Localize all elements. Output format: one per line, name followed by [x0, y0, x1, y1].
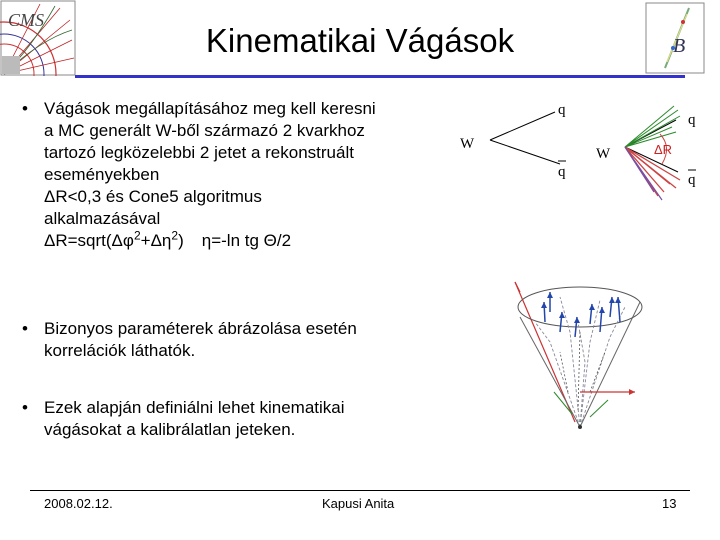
cms-logo-text: CMS: [8, 10, 44, 30]
right-q-label: q: [688, 112, 696, 128]
bullet-3-line-1: Ezek alapján definiálni lehet kinematikai: [44, 398, 345, 417]
bullet-2-line-2: korrelációk láthatók.: [44, 341, 196, 360]
title-underline: [75, 75, 685, 78]
bullet-1: [22, 98, 452, 252]
jet-cone-3d: [515, 282, 642, 429]
bullet-1-extra-line-1: ΔR<0,3 és Cone5 algoritmus: [44, 187, 262, 206]
footer-date: 2008.02.12.: [44, 496, 113, 511]
left-w-label: W: [460, 136, 475, 152]
bullet-1-line-3: tartozó legközelebbi 2 jetet a rekonstruált: [44, 143, 354, 162]
w-decay-diagram: [460, 102, 566, 180]
left-qbar-label: q: [558, 164, 566, 180]
delta-r-formula: $\Delta R=sqrt(\Delta\varphi^2+\Delta\eta^2)$ η=-ln tg Θ/2: [44, 228, 292, 250]
left-q-label: q: [558, 102, 566, 118]
bullet-2: [22, 318, 462, 362]
bullet-dot: •: [22, 319, 28, 338]
slide-title: Kinematikai Vágások: [205, 22, 515, 59]
eta-formula: η=-ln tg Θ/2: [201, 231, 292, 250]
bullet-1-extra-line-2: alkalmazásával: [44, 209, 161, 228]
bullet-2-line-1: Bizonyos paraméterek ábrázolása esetén: [44, 319, 357, 338]
bullet-1-line-4: eseményekben: [44, 165, 160, 184]
experiment-logo-text: B: [673, 35, 686, 57]
jet-cone-diagram: [596, 106, 696, 200]
footer-rule: [30, 490, 690, 491]
footer-author: Kapusi Anita: [322, 496, 395, 511]
footer-page-number: 13: [662, 496, 677, 511]
delta-r-label: ΔR: [654, 142, 673, 157]
bullet-1-line-2: a MC generált W-ből származó 2 kvarkhoz: [44, 121, 365, 140]
decay-diagrams: [450, 92, 710, 432]
bullet-1-line-1: Vágások megállapításához meg kell keresni: [44, 99, 376, 118]
bullet-3-line-2: vágásokat a kalibrálatlan jeteken.: [44, 420, 296, 439]
bullet-dot: •: [22, 398, 28, 417]
bullet-dot: •: [22, 99, 28, 118]
right-w-label: W: [596, 146, 611, 162]
right-qbar-label: q: [688, 172, 696, 188]
bullet-3: [22, 397, 462, 441]
